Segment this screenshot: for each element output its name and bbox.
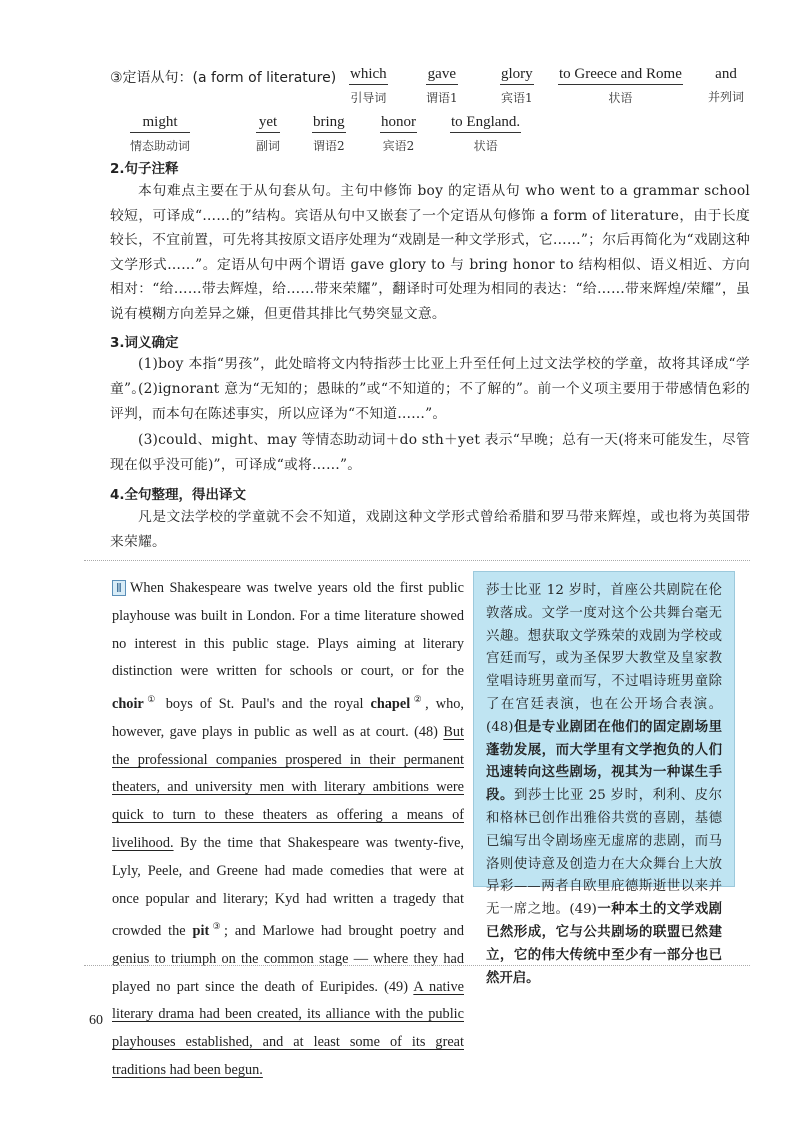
analysis-item: might 情态助动词: [130, 114, 191, 153]
section-paragraph: 本句难点主要在于从句套从句。主句中修饰 boy 的定语从句 who went to a grammar school 较短，可译成“……的”结构。宾语从句中又嵌套了一个定语从句修饰 a form of literature，由于长度较长，不宜前置，可先将其按原文语序处理为“戏剧是一种文学形式，它……”；尔后再简化为“戏剧这种文学形式……”。定语从句中两个谓语 gave glory to 与 bring honor to 结构相似、语义相近、方向相对：“给……带去辉煌，给……带来荣耀”，翻译时可处理为相同的表达：“给……带来辉煌/荣耀”，虽说有模糊方向差异之嫌，但更借其排比气势突显文意。: [110, 183, 750, 322]
section-paragraph: 凡是文法学校的学童就不会不知道，戏剧这种文学形式曾给希腊和罗马带来辉煌，或也将为英国带来荣耀。: [110, 509, 750, 550]
analysis-item: glory 宾语1: [501, 66, 533, 105]
section-heading: 2.句子注释: [110, 161, 179, 177]
passage-number-badge: Ⅱ: [112, 580, 126, 596]
section-heading: 3.词义确定: [110, 335, 179, 351]
analysis-lead: ③定语从句：(a form of literature): [110, 70, 337, 86]
section-paragraph: (3)could、might、may 等情态助动词＋do sth＋yet 表示“早晚；总有一天(将来可能发生，尽管现在似乎没可能)”，可译成“或将……”。: [110, 432, 750, 473]
translation-box: 莎士比亚 12 岁时，首座公共剧院在伦敦落成。文学一度对这个公共舞台毫无兴趣。想获取文学殊荣的戏剧为学校或宫廷而写，或为圣保罗大教堂及皇家教堂唱诗班男童而写，不过唱诗班男童除了在宫廷表演，也在公开场合表演。(48)但是专业剧团在他们的固定剧场里蓬勃发展，而大学里有文学抱负的人们迅速转向这些剧场，视其为一种谋生手段。到莎士比亚 25 岁时，利利、皮尔和格林已创作出雅俗共赏的喜剧，基德已编写出令剧场座无虚席的悲剧，而马洛则使诗意及创造力在大众舞台上大放异彩——两者自欧里庇德斯逝世以来并无一席之地。(49)一种本土的文学戏剧已然形成，它与公共剧场的联盟已然建立，它的伟大传统中至少有一部分也已然开启。: [473, 571, 735, 887]
english-passage: Ⅱ When Shakespeare was twelve years old the first public playhouse was built in London. For a time literature showed no interest in this public stage. Plays aiming at literary distinction were written for schools or court, or for the choir① boys of St. Paul's and the royal chapel②, who, however, gave plays in public as well as at court. (48) But the professional companies prospered in their permanent theaters, and university men with literary ambitions were quick to turn to these theaters as offering a means of livelihood. By the time that Shakespeare was twenty-five, Lyly, Peele, and Greene had made comedies that were at once popular and literary; Kyd had written a tragedy that crowded the pit③; and Marlowe had brought poetry and genius to triumph on the common stage — where they had played no part since the death of Euripides. (49) A native literary drama had been created, its alliance with the public playhouses established, and at least some of its great traditions had been begun.: [112, 580, 464, 1079]
analysis-item: to Greece and Rome 状语: [559, 66, 682, 105]
analysis-item: honor 宾语2: [381, 114, 416, 153]
dotted-divider: [84, 560, 750, 561]
analysis-item: and 并列词: [708, 66, 745, 104]
analysis-item: gave 谓语1: [426, 66, 458, 105]
analysis-item: bring 谓语2: [313, 114, 345, 153]
underlined-sentence-49: A native literary drama had been created, its alliance with the public playhouses established, and at least some of its great traditions had been begun.: [112, 978, 464, 1079]
analysis-item: which 引导词: [350, 66, 387, 105]
section-paragraph: (1)boy 本指“男孩”，此处暗将文内特指莎士比亚上升至任何上过文法学校的学童，故将其译成“学童”。: [110, 356, 750, 397]
section-paragraph: (2)ignorant 意为“无知的；愚昧的”或“不知道的；不了解的”。前一个义项主要用于带感情色彩的评判，而本句在陈述事实，所以应译为“不知道……”。: [110, 381, 750, 422]
dotted-divider: [84, 965, 750, 966]
analysis-item: yet 副词: [256, 114, 281, 153]
underlined-sentence-48: But the professional companies prospered in their permanent theaters, and university men with literary ambitions were quick to turn to these theaters as offering a means of livelihood.: [112, 723, 464, 851]
analysis-item: to England. 状语: [451, 114, 521, 153]
page-number: 60: [89, 1013, 103, 1028]
section-heading: 4.全句整理，得出译文: [110, 487, 247, 503]
